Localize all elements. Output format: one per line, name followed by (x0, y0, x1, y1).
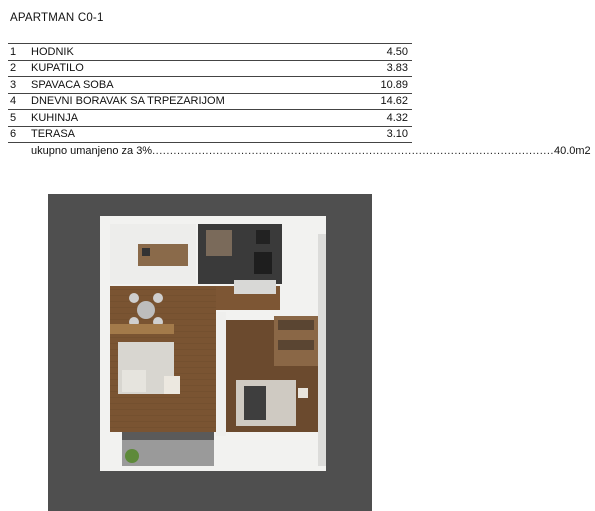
room-row (8, 61, 412, 78)
total-area: 40.0m2 (553, 145, 591, 157)
room-name: DNEVNI BORAVAK SA TRPEZARIJOM (31, 95, 225, 108)
room-row (8, 77, 412, 94)
wardrobe-shelf (278, 340, 314, 350)
bathroom-wall (234, 280, 276, 294)
plant-icon (125, 449, 139, 463)
washing-machine-icon (256, 230, 270, 244)
room-area: 4.32 (386, 111, 408, 124)
room-name: KUHINJA (31, 111, 79, 124)
wardrobe-shelf (278, 320, 314, 330)
room-row (8, 44, 412, 61)
nightstand (298, 388, 308, 398)
room-area: 14.62 (380, 95, 408, 108)
room-row (8, 110, 412, 127)
room-number: 3 (10, 78, 17, 91)
room-number: 4 (10, 95, 17, 108)
chair-icon (153, 293, 163, 303)
room-name: HODNIK (31, 45, 74, 58)
room-area: 3.10 (386, 128, 408, 141)
bed-cover (244, 386, 266, 420)
partition-wall (216, 312, 226, 436)
coffee-table (164, 376, 180, 394)
room-number: 6 (10, 128, 17, 141)
room-row (8, 127, 412, 144)
room-area: 3.83 (386, 62, 408, 75)
total-label: ukupno umanjeno za 3% (31, 145, 153, 157)
room-row (8, 94, 412, 111)
stove-icon (142, 248, 150, 256)
sofa-cushion (122, 370, 146, 392)
room-area: 4.50 (386, 45, 408, 58)
terrace-railing (122, 432, 214, 440)
dot-leader: ................................................................................................................. (152, 145, 554, 157)
shower-area (206, 230, 232, 256)
chair-icon (129, 293, 139, 303)
room-number: 1 (10, 45, 17, 58)
dining-table (137, 301, 155, 319)
total-row (8, 143, 591, 159)
room-number: 2 (10, 62, 17, 75)
room-area: 10.89 (380, 78, 408, 91)
toilet-icon (254, 252, 272, 274)
window-wall (318, 234, 326, 466)
slat-divider (110, 324, 174, 334)
floor-plan-render (48, 194, 372, 511)
room-name: TERASA (31, 128, 76, 141)
floor-plan-drawing (48, 194, 372, 511)
room-name: SPAVACA SOBA (31, 78, 114, 91)
apartment-title: APARTMAN C0-1 (10, 12, 104, 24)
room-number: 5 (10, 111, 17, 124)
room-name: KUPATILO (31, 62, 84, 75)
room-area-table (8, 43, 591, 159)
